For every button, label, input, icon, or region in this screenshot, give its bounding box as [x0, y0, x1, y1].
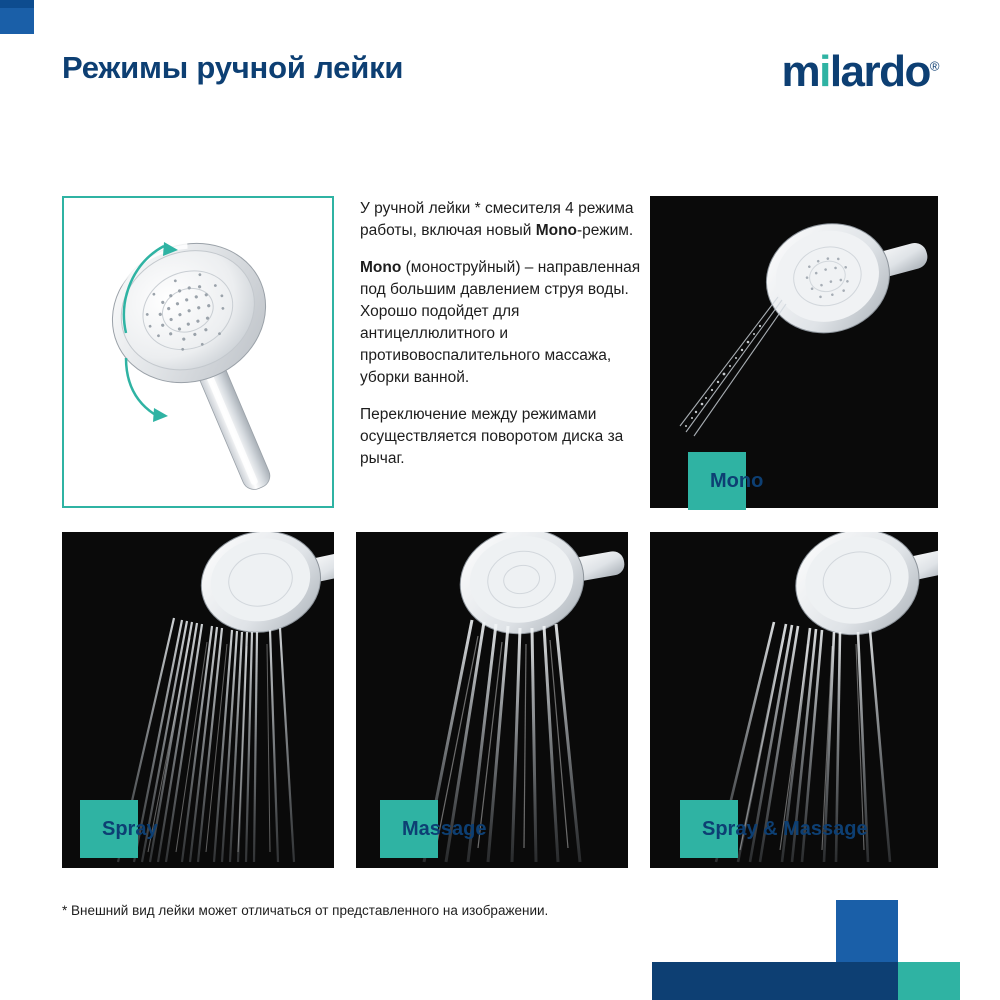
label-spray: Spray — [102, 818, 158, 840]
paragraph-2-text: (моноструйный) – направленная под большим давлением струя воды. Хорошо подойдет для антицеллюлитного и противовоспалительного массажа, уборки ванной. — [360, 259, 641, 386]
label-massage: Massage — [402, 818, 487, 840]
paragraph-2-bold: Mono — [360, 259, 402, 276]
corner-accent-strip-bottom — [652, 962, 898, 1000]
logo-text-after: lardo — [829, 47, 930, 96]
corner-accent-top-left-strip — [0, 0, 34, 8]
brand-logo — [781, 47, 938, 96]
logo-text-i: i — [819, 47, 830, 96]
label-spray-massage: Spray & Massage — [702, 818, 868, 840]
page-title: Режимы ручной лейки — [62, 50, 404, 85]
paragraph-2 — [360, 257, 650, 389]
label-mono: Mono — [710, 470, 764, 492]
footnote: * Внешний вид лейки может отличаться от представленного на изображении. — [62, 903, 549, 918]
paragraph-1-bold: Mono — [535, 222, 578, 239]
hero-image-frame — [62, 196, 334, 508]
corner-accent-square-teal — [898, 962, 960, 1000]
registered-mark: ® — [929, 58, 938, 74]
corner-accent-square-blue — [836, 900, 898, 962]
logo-text-before: m — [781, 47, 820, 96]
paragraph-1-part2: -режим. — [577, 222, 634, 239]
description-text — [360, 198, 650, 485]
paragraph-1 — [360, 198, 650, 242]
showerhead-rotation-illustration — [64, 198, 332, 506]
paragraph-1-part1: У ручной лейки * смесителя 4 режима работы, включая новый — [360, 200, 634, 239]
paragraph-3: Переключение между режимами осуществляется поворотом диска за рычаг. — [360, 406, 624, 467]
